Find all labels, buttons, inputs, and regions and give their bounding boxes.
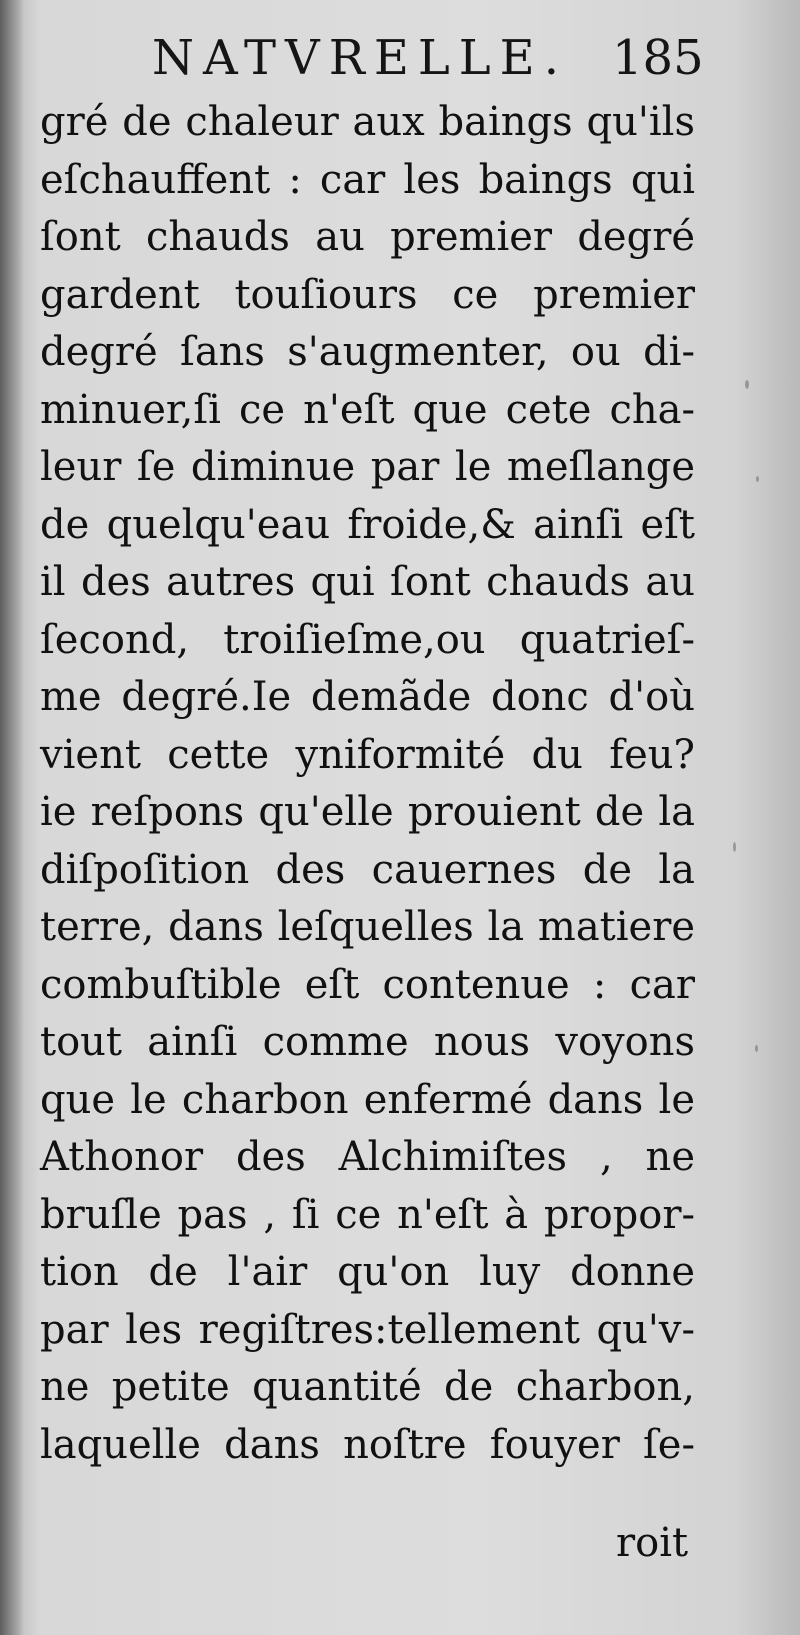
running-head: NATVRELLE. (152, 30, 568, 86)
text-line: bruſle pas , ſi ce n'eſt à propor- (40, 1191, 695, 1238)
text-line: ſecond, troiſieſme,ou quatrieſ- (40, 616, 695, 663)
text-line: que le charbon enfermé dans le (40, 1076, 695, 1123)
page-gutter-shadow (0, 0, 24, 1635)
text-line: il des autres qui ſont chauds au (40, 559, 695, 605)
text-line: diſpoſition des cauernes de la (40, 846, 695, 893)
paper-speck (756, 476, 759, 482)
text-line: leur ſe diminue par le meſlange (40, 444, 695, 490)
paper-speck (745, 380, 749, 389)
text-line: degré ſans s'augmenter, ou di- (40, 329, 695, 375)
text-line: ie reſpons qu'elle prouient de la (40, 789, 695, 835)
text-line: vient cette yniformité du feu? (40, 731, 695, 778)
text-line: eſchauffent : car les baings qui (40, 156, 695, 203)
text-line: tion de l'air qu'on luy donne (40, 1249, 695, 1295)
page-header (0, 28, 800, 88)
page-number: 185 (612, 30, 704, 86)
body-text (40, 94, 695, 1474)
paper-speck (733, 842, 736, 852)
text-line: par les regiſtres:tellement qu'v- (40, 1306, 695, 1353)
text-line: combuſtible eſt contenue : car (40, 961, 695, 1008)
text-line: tout ainſi comme nous voyons (40, 1019, 695, 1065)
paper-speck (755, 1045, 758, 1052)
text-line: Athonor des Alchimiſtes , ne (40, 1134, 695, 1180)
text-line: ſont chauds au premier degré (40, 214, 695, 260)
text-line: de quelqu'eau froide,& ainſi eſt (40, 501, 695, 548)
text-line: gardent touſiours ce premier (40, 271, 695, 318)
text-line: ne petite quantité de charbon, (40, 1364, 695, 1410)
text-line: terre, dans leſquelles la matiere (40, 904, 695, 950)
text-line: gré de chaleur aux baings qu'ils (40, 99, 695, 145)
text-line: minuer,ſi ce n'eſt que cete cha- (40, 386, 695, 433)
text-line: laquelle dans noſtre fouyer ſe- (40, 1421, 695, 1468)
text-line: me degré.Ie demãde donc d'où (40, 674, 695, 720)
catchword: roit (616, 1520, 689, 1566)
